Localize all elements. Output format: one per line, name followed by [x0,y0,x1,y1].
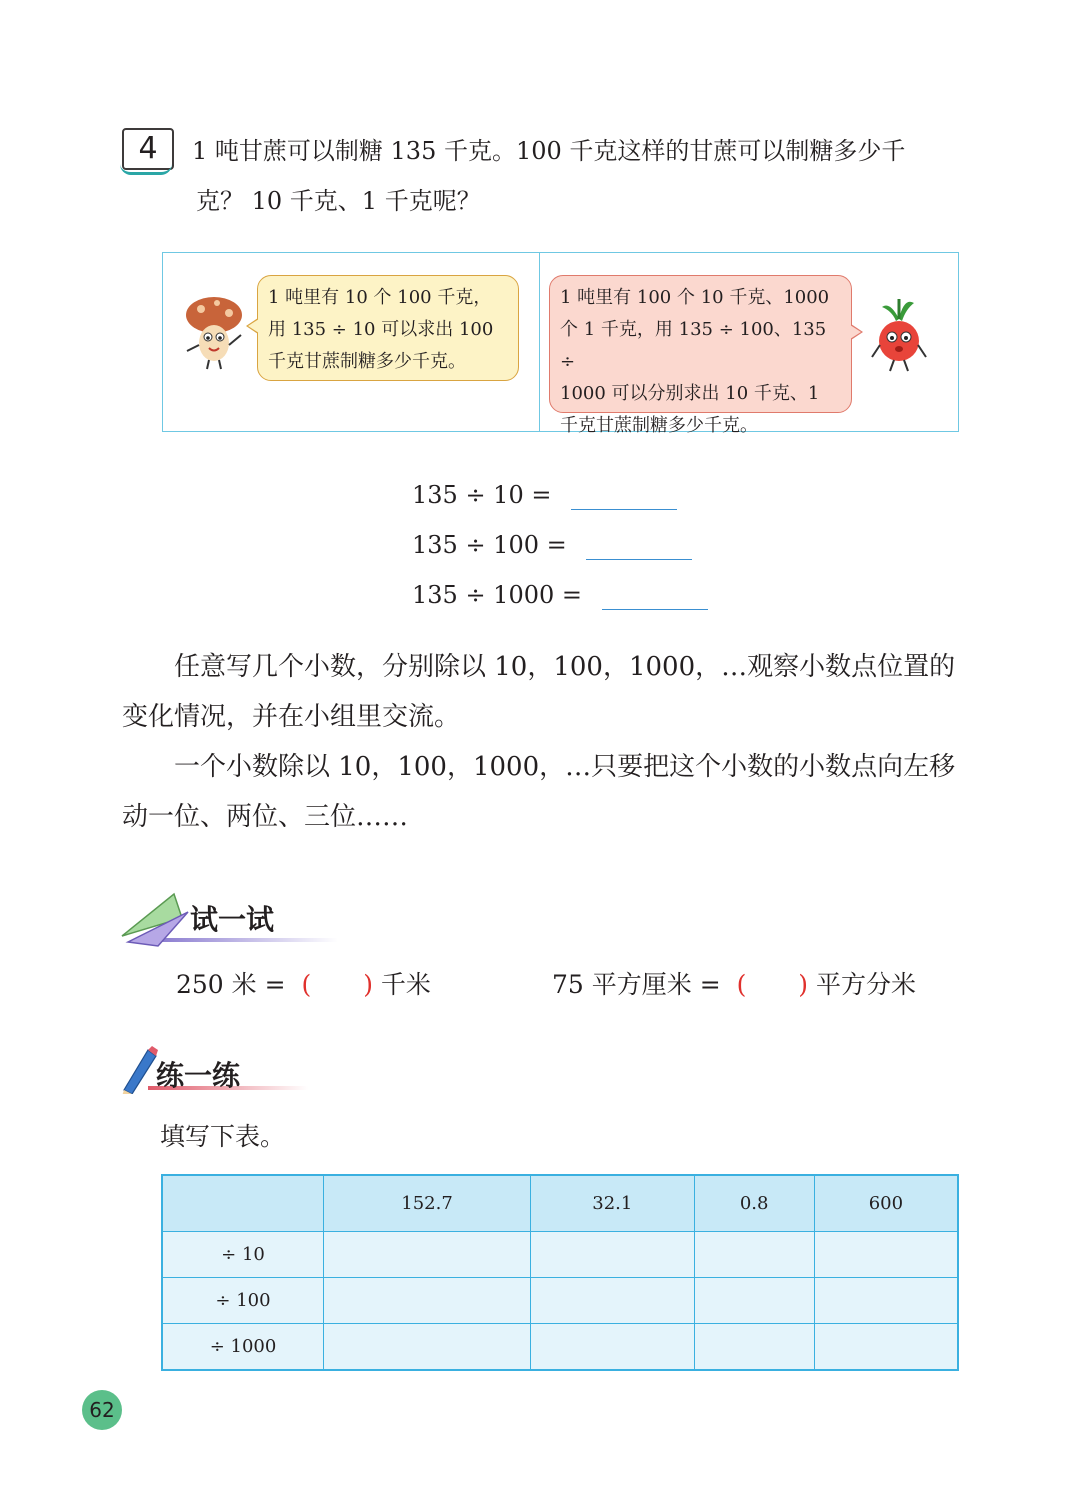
mushroom-character-icon [183,293,245,373]
dialog-divider [539,253,540,431]
bubble-line: 1 吨里有 100 个 10 千克、1000 [560,287,830,308]
answer-blank-2[interactable] [586,535,692,560]
table-corner-cell [162,1175,324,1232]
division-table [161,1174,959,1371]
table-answer-cell[interactable] [324,1324,531,1371]
practice-instruction: 填写下表。 [160,1122,286,1151]
table-answer-cell[interactable] [814,1324,958,1371]
bubble-line: 千克甘蔗制糖多少千克。 [268,351,466,372]
table-header-row [162,1175,958,1232]
paren-close: ) [798,970,809,999]
try-item2-left: 75 平方厘米 = [552,970,721,999]
bubble-line: 1000 可以分别求出 10 千克、1 [560,383,820,404]
book-icon [120,164,172,175]
answer-blank-3[interactable] [602,585,708,610]
try-item2-right: 平方分米 [816,970,917,999]
table-answer-cell[interactable] [324,1232,531,1278]
paragraph-2-line2: 动一位、两位、三位…… [122,802,409,832]
table-answer-cell[interactable] [694,1324,814,1371]
answer-blank-1[interactable] [571,485,677,510]
table-answer-cell[interactable] [531,1232,695,1278]
table-row [162,1324,958,1371]
problem-number: 4 [122,128,174,170]
paren-open: ( [301,970,312,999]
paragraph-1-line1: 任意写几个小数，分别除以 10，100，1000，…观察小数点位置的 [174,652,956,682]
try-section-title: 试一试 [190,903,275,936]
table-header-cell: 32.1 [531,1175,695,1232]
table-answer-cell[interactable] [694,1278,814,1324]
table-row [162,1278,958,1324]
bubble-line: 个 1 千克，用 135 ÷ 100、135 ÷ [560,319,827,372]
practice-section-title: 练一练 [156,1059,241,1092]
paren-open: ( [736,970,747,999]
dialog-box [162,252,959,436]
equation-2: 135 ÷ 100 = [412,531,567,559]
speech-bubble-left [257,275,519,381]
problem-text-line2: 克？ 10 千克、1 千克呢？ [196,187,481,215]
table-header-cell: 0.8 [694,1175,814,1232]
table-answer-cell[interactable] [531,1278,695,1324]
try-item1-left: 250 米 = [176,970,286,999]
table-answer-cell[interactable] [814,1232,958,1278]
table-header-cell: 152.7 [324,1175,531,1232]
radish-character-icon [868,297,930,375]
table-answer-cell[interactable] [324,1278,531,1324]
table-row-header: ÷ 100 [162,1278,324,1324]
bubble-line: 千克甘蔗制糖多少千克。 [560,415,758,436]
problem-number-badge [120,128,174,174]
paragraph-2-line1: 一个小数除以 10，100，1000，…只要把这个小数的小数点向左移 [174,752,956,782]
table-answer-cell[interactable] [814,1278,958,1324]
speech-bubble-right [549,275,852,436]
table-answer-cell[interactable] [694,1232,814,1278]
equation-3: 135 ÷ 1000 = [412,581,582,609]
paren-close: ) [363,970,373,999]
table-row-header: ÷ 10 [162,1232,324,1278]
page-number: 62 [82,1390,122,1430]
table-answer-cell[interactable] [531,1324,695,1371]
problem-text-line1: 1 吨甘蔗可以制糖 135 千克。100 千克这样的甘蔗可以制糖多少千 [192,137,906,165]
paragraph-1-line2: 变化情况，并在小组里交流。 [122,702,461,732]
equation-1: 135 ÷ 10 = [412,481,552,509]
table-row [162,1232,958,1278]
try-item1-right: 千米 [380,970,431,999]
table-header-cell: 600 [814,1175,958,1232]
table-row-header: ÷ 1000 [162,1324,324,1371]
bubble-line: 1 吨里有 10 个 100 千克， [268,287,492,308]
bubble-line: 用 135 ÷ 10 可以求出 100 [268,319,494,340]
